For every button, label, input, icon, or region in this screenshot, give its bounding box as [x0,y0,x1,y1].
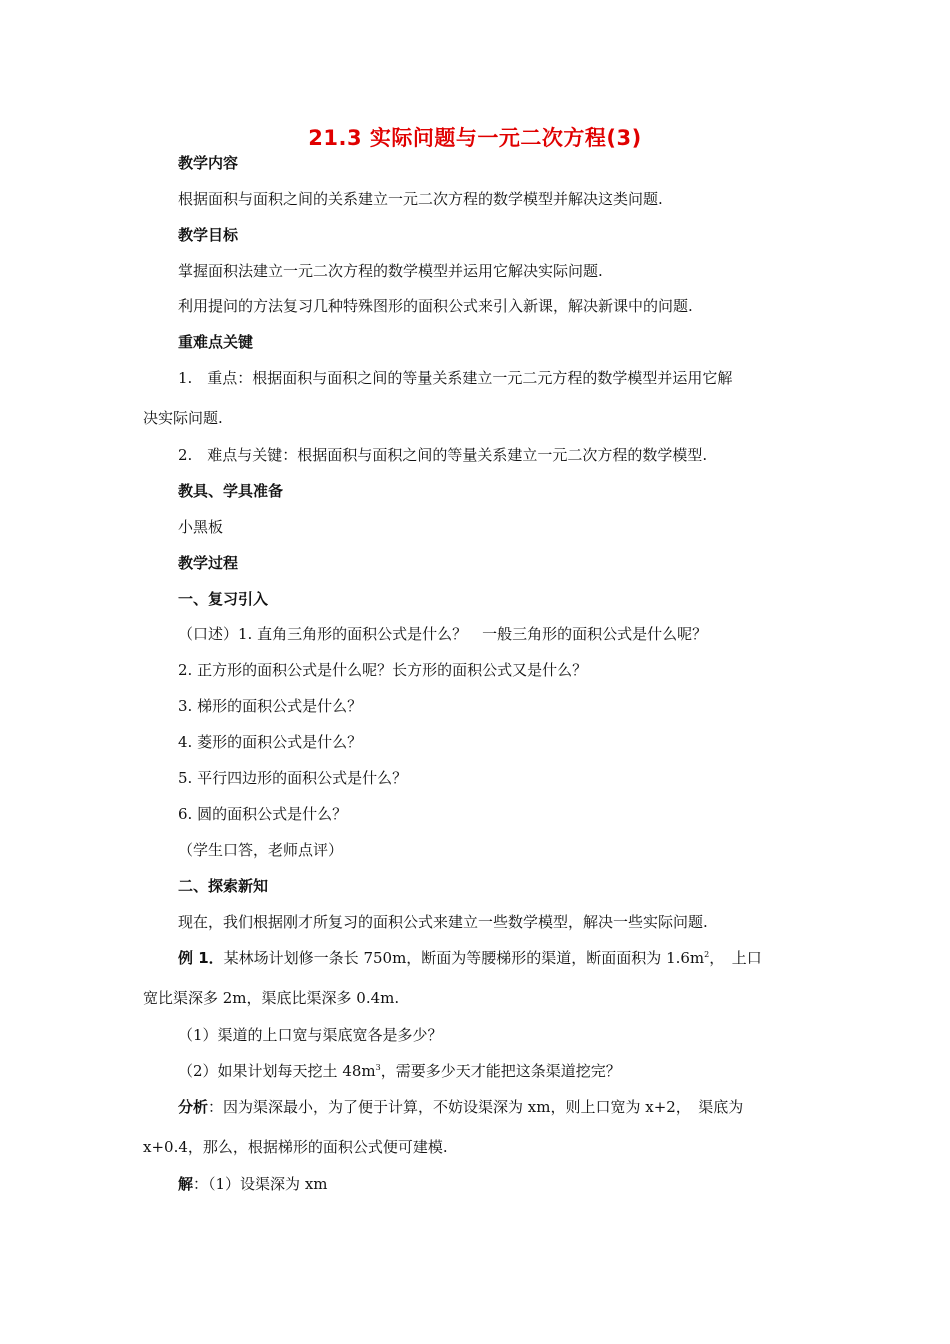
paragraph-content: 根据面积与面积之间的关系建立一元二次方程的数学模型并解决这类问题. [178,190,663,208]
heading-key-points: 重难点关键 [178,333,254,351]
paragraph-key-2: 2. 难点与关键：根据面积与面积之间的等量关系建立一元二次方程的数学模型. [178,446,708,464]
review-question-1: （口述）1. 直角三角形的面积公式是什么？ 一般三角形的面积公式是什么呢？ [178,625,708,643]
example-label: 例 1． [178,949,224,967]
heading-teaching-content: 教学内容 [178,154,239,172]
example-sub-question-1: （1）渠道的上口宽与渠底宽各是多少？ [178,1026,443,1044]
example-1-line-2: 宽比渠深多 2m，渠底比渠深多 0.4m. [143,989,400,1007]
heading-process: 教学过程 [178,554,239,572]
sub-question-2-part-1: （2）如果计划每天挖土 48m [178,1062,376,1080]
solution-line-1 [178,1174,328,1194]
page-title: 21.3 实际问题与一元二次方程(3) [308,126,642,150]
paragraph-goal-2: 利用提问的方法复习几种特殊图形的面积公式来引入新课，解决新课中的问题. [178,297,693,315]
paragraph-key-1-line-1: 1. 重点：根据面积与面积之间的等量关系建立一元二元方程的数学模型并运用它解 [178,369,733,387]
review-question-4: 4. 菱形的面积公式是什么？ [178,733,363,751]
review-question-6: 6. 圆的面积公式是什么？ [178,805,348,823]
review-question-3: 3. 梯形的面积公式是什么？ [178,697,363,715]
paragraph-goal-1: 掌握面积法建立一元二次方程的数学模型并运用它解决实际问题. [178,262,603,280]
heading-review: 一、复习引入 [178,590,269,608]
example-text-part-1: 某林场计划修一条长 750m，断面为等腰梯形的渠道，断面面积为 1.6m [223,949,705,967]
analysis-line-2: x+0.4，那么，根据梯形的面积公式便可建模. [143,1138,448,1156]
paragraph-key-1-line-2: 决实际问题. [143,409,223,427]
heading-tools: 教具、学具准备 [178,482,284,500]
paragraph-explore: 现在，我们根据刚才所复习的面积公式来建立一些数学模型，解决一些实际问题. [178,913,708,931]
sub-question-2-superscript: 3 [375,1063,381,1072]
example-superscript: 2 [704,950,710,959]
review-note: （学生口答，老师点评） [178,841,344,859]
review-question-2: 2. 正方形的面积公式是什么呢？长方形的面积公式又是什么？ [178,661,588,679]
analysis-label: 分析 [178,1098,209,1116]
analysis-line-1 [178,1097,743,1117]
review-question-5: 5. 平行四边形的面积公式是什么？ [178,769,408,787]
example-text-part-2: ， 上口 [709,949,762,967]
example-sub-question-2 [178,1061,621,1081]
solution-text: ：（1）设渠深为 xm [193,1175,328,1193]
example-1-line-1 [178,948,762,968]
heading-teaching-goal: 教学目标 [178,226,239,244]
paragraph-tools: 小黑板 [178,518,224,536]
sub-question-2-part-2: ，需要多少天才能把这条渠道挖完？ [380,1062,621,1080]
heading-explore: 二、探索新知 [178,877,269,895]
analysis-text-part-1: ：因为渠深最小，为了便于计算，不妨设渠深为 xm，则上口宽为 x+2， 渠底为 [208,1098,744,1116]
solution-label: 解 [178,1175,194,1193]
